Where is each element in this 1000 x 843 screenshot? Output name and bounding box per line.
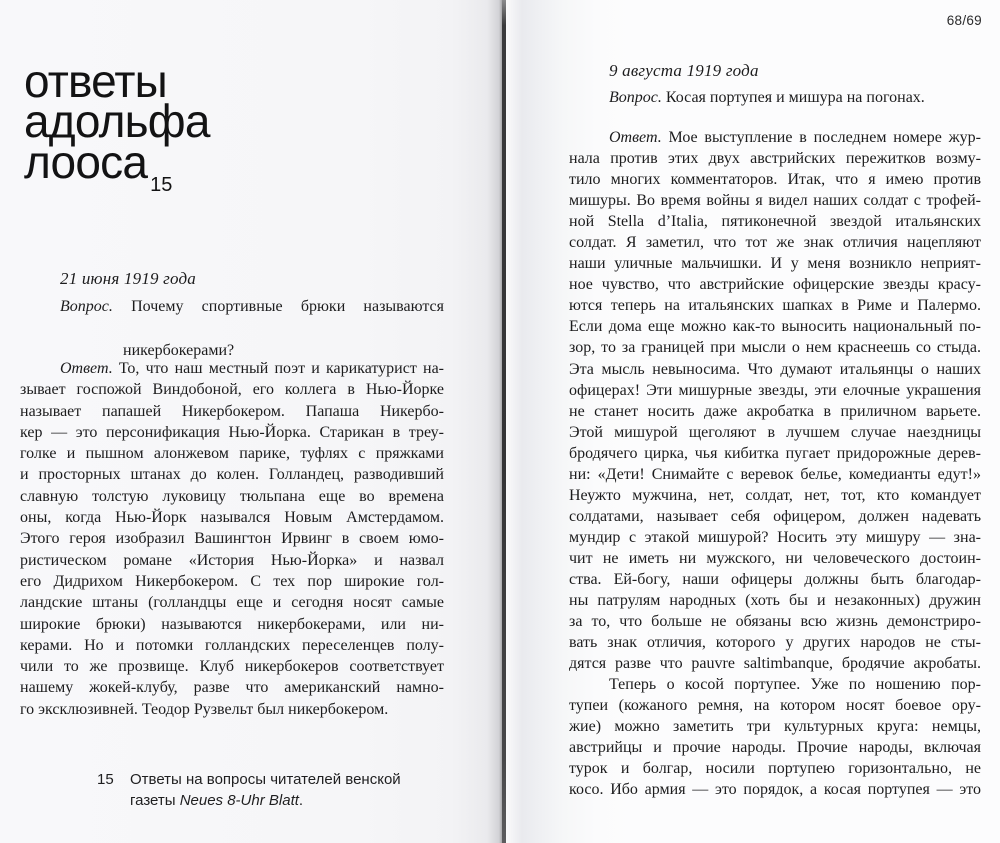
- answer-line: го эксклюзивней. Теодор Рузвельт был никербокером.: [20, 700, 389, 718]
- answer-line: кер — это персонификация Нью-Йорка. Старикан в треу-: [20, 423, 444, 441]
- answer-line: голке и пышном алонжевом парике, туфлях с пряжками: [20, 445, 444, 463]
- answer-line: Эта мысль невыносима. Что думают итальянцы о наших: [569, 360, 981, 378]
- answer-line: мишуры. Во время войны я видел наших солдат с трофей-: [569, 192, 981, 210]
- right-page: [506, 0, 1000, 843]
- footnote-line-2: газеты Neues 8-Uhr Blatt.: [130, 792, 304, 809]
- question-right: [569, 87, 981, 109]
- answer-line: оны, когда Нью-Йорк назывался Новым Амстердамом.: [20, 509, 444, 527]
- answer-line: за то, что больше не обязаны всю жизнь демонстриро-: [569, 613, 981, 631]
- answer-line: дятся разве что pauvre saltimbanque, бродячие акробаты.: [569, 655, 981, 673]
- answer-line: косо. Ибо армия — это порядок, а косая портупея — это: [569, 781, 981, 799]
- answer-line: Ответ. То, что наш местный поэт и карикатурист на-: [60, 360, 444, 377]
- footnote-source-title: Neues 8-Uhr Blatt: [179, 792, 299, 809]
- footnote: [97, 769, 410, 811]
- answer-line: ландские штаны (голландцы еще и сегодня носят самые: [20, 594, 444, 612]
- answer-line: зор, то за границей при мысли о нем краснеешь со стыда.: [569, 339, 981, 357]
- answer-line: чили то же прозвище. Клуб никербокеров соответствует: [20, 658, 444, 676]
- answer-line: ются теперь на итальянских шапках в Риме и Палермо.: [569, 297, 981, 315]
- answer-line: ное чувство, что австрийские офицерские звезды красу-: [569, 276, 981, 294]
- answer-line: австрийцы и прочие народы. Прочие народы, включая: [569, 739, 981, 757]
- answer-line: жие) можно заметить три культурных круга: немцы,: [569, 718, 981, 736]
- answer-line: славную толстую луковицу тюльпана еще во времена: [20, 487, 444, 505]
- answer-line: Этой мишурой щеголяют в лучшем случае наездницы: [569, 423, 981, 441]
- answer-line: Неужто мужчина, нет, солдат, нет, тот, кто командует: [569, 486, 981, 504]
- answer-line: керами. Но и потомки голландских переселенцев полу-: [20, 636, 444, 654]
- answer-line: Этого героя изобразил Вашингтон Ирвинг в своем юмо-: [20, 530, 444, 548]
- answer-line: широкие брюки) называются никербокерами, или ни-: [20, 615, 444, 633]
- footnote-number: 15: [97, 771, 114, 788]
- answer-line: ства. Ей-богу, наши офицеры должны быть благодар-: [569, 570, 981, 588]
- answer-line: ны патрулям народных (хоть бы и незаконных) дружин: [569, 592, 981, 610]
- answer-right: [569, 127, 981, 801]
- answer-line: турок и болгар, носили портупею горизонтально, не: [569, 760, 981, 778]
- question-line: Вопрос. Почему спортивные брюки называются: [60, 298, 444, 315]
- question-line: Вопрос. Косая портупея и мишура на погонах.: [609, 89, 925, 106]
- chapter-title: [24, 54, 210, 196]
- answer-left: [20, 358, 444, 720]
- answer-line: наши уличные мальчишки. И у меня возникло неприят-: [569, 255, 981, 273]
- answer-line: ристическом романе «История Нью-Йорка» и назвал: [20, 551, 444, 569]
- answer-line: называет папашей Никербокером. Папаша Никербо-: [20, 402, 444, 420]
- answer-line: зывает госпожой Виндобоной, его коллега в Нью-Йорке: [20, 381, 444, 399]
- answer-line: его Дидрихом Никербокером. С тех пор широкие гол-: [20, 572, 444, 590]
- answer-line: нашему жокей-клубу, разве что американский намно-: [20, 679, 444, 697]
- answer-line: тило многих комментаторов. Итак, что я имею против: [569, 171, 981, 189]
- entry-date-left: 21 июня 1919 года: [60, 269, 196, 288]
- answer-line: ни: «Дети! Снимайте с веревок белье, комедианты едут!»: [569, 465, 981, 483]
- answer-line: нала против этих двух австрийских пережитков возму-: [569, 150, 981, 168]
- answer-line: солдатами, называет себя офицером, должен надевать: [569, 507, 981, 525]
- question-left: [20, 296, 444, 362]
- question-line: никербокерами?: [123, 342, 235, 359]
- footnote-text: [130, 769, 410, 811]
- answer-line: чит не иметь ни мужского, ни человеческого достоин-: [569, 549, 981, 567]
- answer-line: офицерах! Эти мишурные звезды, эти елочные украшения: [569, 381, 981, 399]
- answer-line: ной Stella d’Italia, пятиконечной звездой итальянских: [569, 213, 981, 231]
- answer-line: Ответ. Мое выступление в последнем номере жур-: [609, 129, 981, 146]
- entry-date-right: 9 августа 1919 года: [609, 61, 759, 80]
- answer-line: не станет носить даже акробатка в приличном варьете.: [569, 402, 981, 420]
- answer-line: бродячего цирка, чья кибитка пугает придорожные дерев-: [569, 444, 981, 462]
- answer-line: Теперь о косой портупее. Уже по ношению пор-: [609, 676, 981, 694]
- answer-line: мундир с этакой мишурой? Носить эту мишуру — зна-: [569, 528, 981, 546]
- answer-line: и просторных штанах до колен. Голландец, разводивший: [20, 466, 444, 484]
- chapter-title-line-1: ответы: [24, 54, 167, 107]
- answer-line: Если дома еще можно как-то выносить национальный по-: [569, 318, 981, 336]
- footnote-line-1: Ответы на вопросы читателей венской: [130, 771, 401, 788]
- title-footnote-ref: 15: [150, 173, 173, 196]
- chapter-title-line-2: адольфа: [24, 95, 210, 148]
- chapter-title-line-3: лооса $_{15}$: [24, 135, 173, 196]
- answer-line: вать знак отличия, которого у других народов не сты-: [569, 634, 981, 652]
- answer-line: солдат. Я заметил, что тот же знак отличия нацепляют: [569, 234, 981, 252]
- answer-line: тупеи (кожаного ремня, на котором носят боевое ору-: [569, 697, 981, 715]
- page-number: 68/69: [946, 13, 982, 28]
